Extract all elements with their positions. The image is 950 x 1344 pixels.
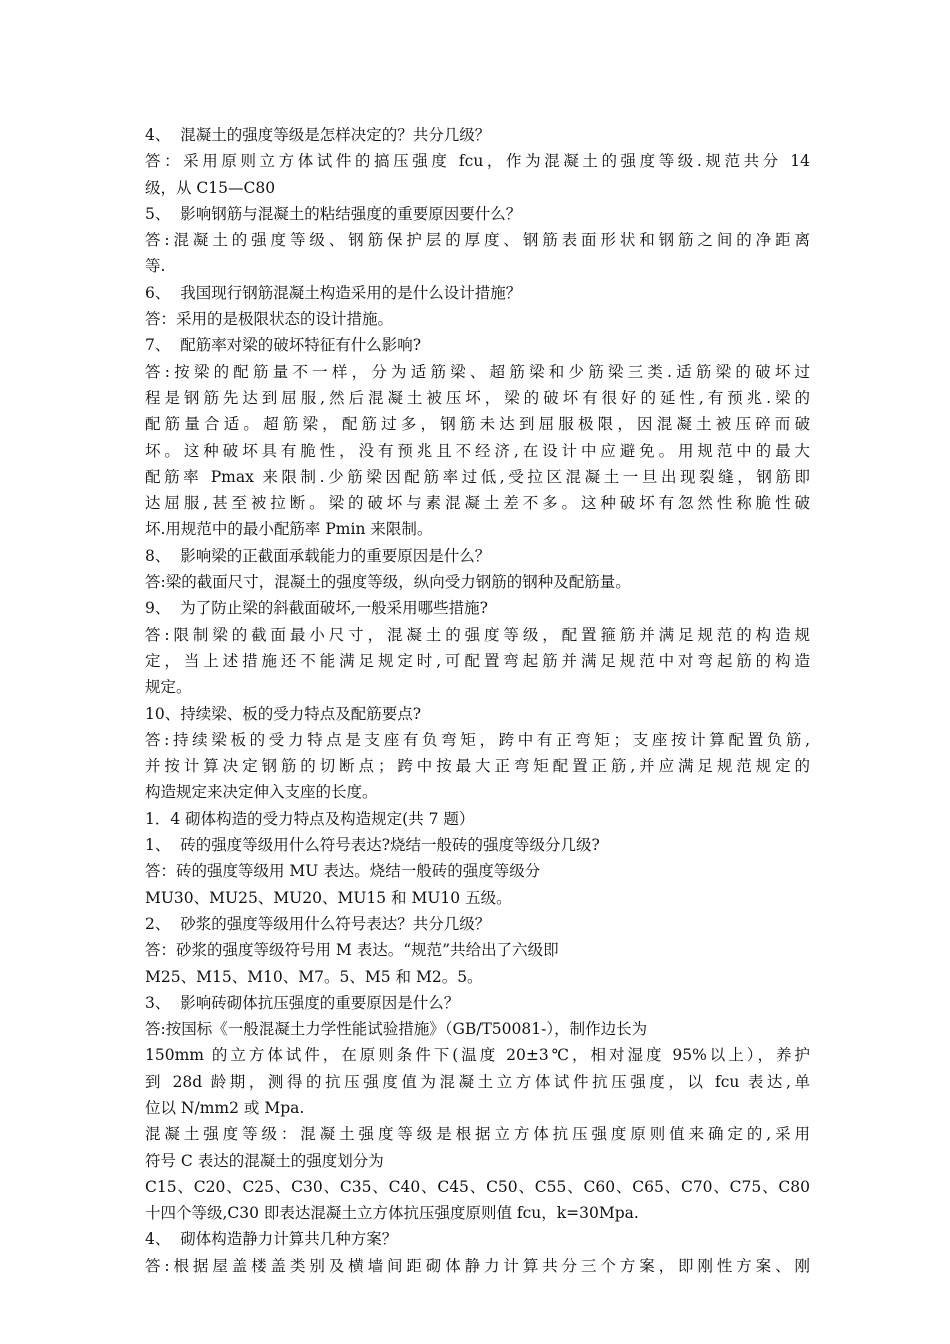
text-line: 答:按梁的配筋量不一样，分为适筋梁、超筋梁和少筋梁三类.适筋梁的破坏过 bbox=[145, 362, 810, 381]
text-line: MU30、MU25、MU20、MU15 和 MU10 五级。 bbox=[145, 888, 512, 907]
text-line: 10、持续梁、板的受力特点及配筋要点? bbox=[145, 704, 422, 723]
text-line: 答：砖的强度等级用 MU 表达。烧结一般砖的强度等级分 bbox=[145, 862, 541, 881]
text-line: 答：砂浆的强度等级符号用 M 表达。“规范”共给出了六级即 bbox=[145, 941, 559, 960]
text-line: 混凝土强度等级：混凝土强度等级是根据立方体抗压强度原则值来确定的,采用 bbox=[145, 1125, 810, 1144]
text-line: 到 28d 龄期，测得的抗压强度值为混凝土立方体试件抗压强度，以 fcu 表达,单 bbox=[145, 1072, 810, 1091]
text-line: 等. bbox=[145, 257, 166, 276]
text-line: 十四个等级,C30 即表达混凝土立方体抗压强度原则值 fcu，k=30Mpa. bbox=[145, 1204, 639, 1223]
text-line: 定，当上述措施还不能满足规定时,可配置弯起筋并满足规范中对弯起筋的构造 bbox=[145, 651, 810, 670]
text-line: 5、 影响钢筋与混凝土的粘结强度的重要原因要什么？ bbox=[145, 204, 522, 223]
text-line: 答:根据屋盖楼盖类别及横墙间距砌体静力计算共分三个方案，即刚性方案、刚 bbox=[145, 1256, 810, 1275]
text-line: 级，从 C15—C80 bbox=[145, 178, 276, 197]
text-line: 4、 混凝土的强度等级是怎样决定的？共分几级？ bbox=[145, 126, 491, 144]
text-line: 坏。这种破坏具有脆性，没有预兆且不经济,在设计中应避免。用规范中的最大 bbox=[145, 441, 810, 460]
text-line: 1、 砖的强度等级用什么符号表达?烧结一般砖的强度等级分几级? bbox=[145, 836, 600, 855]
text-line: 答:梁的截面尺寸，混凝土的强度等级，纵向受力钢筋的钢种及配筋量。 bbox=[145, 573, 631, 592]
text-line: 答:持续梁板的受力特点是支座有负弯矩，跨中有正弯矩；支座按计算配置负筋, bbox=[145, 730, 810, 749]
text-line: M25、M15、M10、M7。5、M5 和 M2。5。 bbox=[145, 967, 483, 986]
text-line: 答:按国标《一般混凝土力学性能试验措施》（GB/T50081-），制作边长为 bbox=[145, 1020, 648, 1039]
text-line: 6、 我国现行钢筋混凝土构造采用的是什么设计措施？ bbox=[145, 283, 522, 302]
text-line: C15、C20、C25、C30、C35、C40、C45、C50、C55、C60、C65、C70、C75、C80 bbox=[145, 1177, 810, 1196]
text-line: 7、 配筋率对梁的破坏特征有什么影响? bbox=[145, 336, 422, 355]
text-line: 坏.用规范中的最小配筋率 Pmin 来限制。 bbox=[145, 520, 433, 539]
text-line: 150mm 的立方体试件，在原则条件下(温度 20±3℃，相对湿度 95%以上），养护 bbox=[145, 1046, 810, 1065]
text-line: 9、 为了防止梁的斜截面破坏,一般采用哪些措施? bbox=[145, 599, 488, 618]
text-line: 符号 C 表达的混凝土的强度划分为 bbox=[145, 1151, 384, 1170]
text-line: 配筋量合适。超筋梁，配筋过多，钢筋未达到屈服极限，因混凝土被压碎而破 bbox=[145, 415, 810, 434]
text-line: 8、 影响梁的正截面承载能力的重要原因是什么？ bbox=[145, 546, 491, 565]
document-body bbox=[145, 122, 810, 1279]
text-line: 位以 N/mm2 或 Mpa. bbox=[145, 1098, 305, 1117]
text-line: 答:限制梁的截面最小尺寸，混凝土的强度等级，配置箍筋并满足规范的构造规 bbox=[145, 625, 810, 644]
text-line: 答：采用的是极限状态的设计措施。 bbox=[145, 310, 394, 329]
text-line: 配筋率 Pmax 来限制.少筋梁因配筋率过低,受拉区混凝土一旦出现裂缝，钢筋即 bbox=[145, 467, 810, 486]
text-line: 4、 砌体构造静力计算共几种方案？ bbox=[145, 1230, 398, 1249]
text-line: 1．4 砌体构造的受力特点及构造规定(共 7 题） bbox=[145, 809, 475, 828]
text-line: 3、 影响砖砌体抗压强度的重要原因是什么？ bbox=[145, 993, 460, 1012]
text-line: 2、 砂浆的强度等级用什么符号表达？共分几级？ bbox=[145, 914, 491, 933]
text-line: 达屈服,甚至被拉断。梁的破坏与素混凝土差不多。这种破坏有忽然性称脆性破 bbox=[145, 494, 810, 513]
text-line: 答：采用原则立方体试件的搞压强度 fcu，作为混凝土的强度等级.规范共分 14 bbox=[145, 152, 810, 171]
text-line: 答:混凝土的强度等级、钢筋保护层的厚度、钢筋表面形状和钢筋之间的净距离 bbox=[145, 231, 810, 250]
text-line: 规定。 bbox=[145, 678, 192, 697]
text-line: 程是钢筋先达到屈服,然后混凝土被压坏，梁的破坏有很好的延性,有预兆.梁的 bbox=[145, 388, 810, 407]
text-line: 构造规定来决定伸入支座的长度。 bbox=[145, 783, 378, 802]
text-line: 并按计算决定钢筋的切断点；跨中按最大正弯矩配置正筋,并应满足规范规定的 bbox=[145, 757, 810, 776]
